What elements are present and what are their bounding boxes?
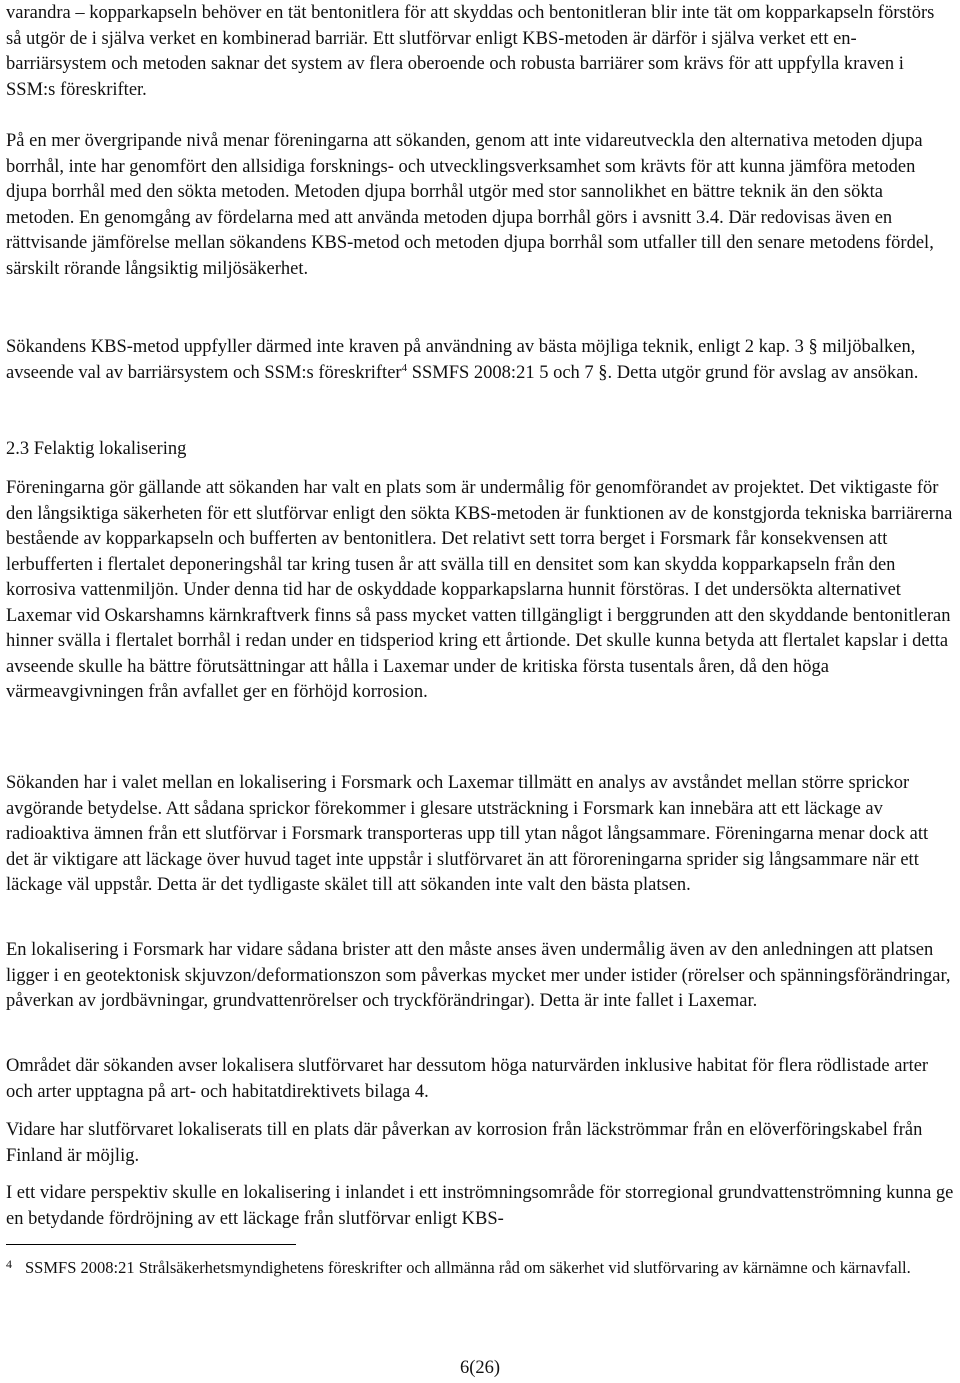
page-number: 6(26) [459, 1358, 501, 1378]
section-heading: 2.3 Felaktig lokalisering [6, 439, 187, 459]
paragraph-shear-zone: En lokalisering i Forsmark har vidare sådana brister att den måste anses även undermålig även av den anledningen att platsen ligger i en geotektonisk skjuvzon/deformationszon som påverkas mycket mer under istider (rörelser och spänningsförändringar, påverkan av jordbävningar, grundvattenrörelser och tryckförändringar). Detta är inte fallet i Laxemar. [6, 940, 951, 1011]
footnote-divider [6, 1244, 296, 1245]
paragraph-inland-perspective: I ett vidare perspektiv skulle en lokalisering i inlandet i ett inströmningsområde för storregional grundvattenströmning kunna ge en betydande fördröjning av ett läckage från slutförvar enligt KBS- [6, 1183, 954, 1229]
footnote-number: 4 [6, 1257, 12, 1271]
paragraph-bat-text-after: SSMFS 2008:21 5 och 7 §. Detta utgör grund för avslag av ansökan. [407, 362, 919, 383]
paragraph-fracture-analysis: Sökanden har i valet mellan en lokalisering i Forsmark och Laxemar tillmätt en analys av avståndet mellan större sprickor avgörande betydelse. Att sådana sprickor förekommer i glesare utsträckning i Forsmark kan innebära att ett läckage av radioaktiva ämnen från ett slutförvar i Forsmark transporteras upp till ytan något långsammare. Föreningarna menar dock att det är viktigare att läckage över huvud taget inte uppstår i slutförvaret än att föroreningarna sprider sig långsammare när ett läckage väl uppstår. Detta är det tydligaste skälet till att sökanden inte valt den bästa platsen. [6, 773, 929, 895]
paragraph-overall-assessment: På en mer övergripande nivå menar föreningarna att sökanden, genom att inte vidareutveckla den alternativa metoden djupa borrhål, inte har genomfört den allsidiga forsknings- och utvecklingsverksamhet som krävts för att kunna jämföra metoden djupa borrhål med den sökta metoden. Metoden djupa borrhål utgör med stor sannolikhet en bättre teknik än den sökta metoden. En genomgång av fördelarna med att använda metoden djupa borrhål görs i avsnitt 3.4. Där redovisas även en rättvisande jämförelse mellan sökandens KBS-metod och metoden djupa borrhål som utfaller till den senare metodens fördel, särskilt rörande långsiktig miljösäkerhet. [6, 131, 934, 279]
paragraph-bat-conclusion [6, 335, 954, 386]
paragraph-localisation-intro: Föreningarna gör gällande att sökanden har valt en plats som är undermålig för genomförandet av projektet. Det viktigaste för den långsiktiga säkerheten för ett slutförvar enligt den sökta KBS-metoden är funktionen av de konstgjorda tekniska barriärerna bestående av kopparkapseln och bufferten av bentonitlera. Det relativt sett torra berget i Forsmark får konsekvensen att lerbufferten i flertalet deponeringshål tar kring tusen år att svälla till en densitet som kan skydda kopparkapseln från den korrosiva vattenmiljön. Under denna tid har de oskyddade kopparkapslarna hunnit förstöras. I det undersökta alternativet Laxemar vid Oskarshamns kärnkraftverk finns så pass mycket vatten tillgängligt i berggrunden att den skyddande bentonitleran hinner svälla i flertalet borrhål i redan under en tidsperiod kring ett årtionde. Det skulle kunna betyda att flertalet kapslar i detta avseende skulle ha bättre förutsättningar att hålla i Laxemar under de kritiska första tusentals åren, då den höga värmeavgivningen från avfallet ger en förhöjd korrosion. [6, 478, 953, 702]
document-page [6, 0, 954, 1383]
paragraph-corrosion-cable: Vidare har slutförvaret lokaliserats till en plats där påverkan av korrosion från läckströmmar från en elöverföringskabel från Finland är möjlig. [6, 1120, 923, 1166]
paragraph-bat-text-before: Sökandens KBS-metod uppfyller därmed inte kraven på användning av bästa möjliga teknik, enligt 2 kap. 3 § miljöbalken, avseende val av barriärsystem och SSM:s föreskrifter [6, 337, 916, 383]
footnote-reference[interactable]: 4 [401, 361, 408, 374]
paragraph-intro: varandra – kopparkapseln behöver en tät bentonitlera för att skyddas och bentonitleran blir inte tät om kopparkapseln förstörs så utgör de i själva verket en kombinerad barriär. Ett slutförvar enligt KBS-metoden är därför i själva verket ett en-barriärsystem och metoden saknar det system av flera oberoende och robusta barriärer som krävs för att uppfylla kraven i SSM:s föreskrifter. [6, 3, 935, 100]
paragraph-nature-values: Området där sökanden avser lokalisera slutförvaret har dessutom höga naturvärden inklusive habitat för flera rödlistade arter och arter upptagna på art- och habitatdirektivets bilaga 4. [6, 1056, 929, 1102]
footnote-text: SSMFS 2008:21 Strålsäkerhetsmyndighetens föreskrifter och allmänna råd om säkerhet vid slutförvaring av kärnämne och kärnavfall. [25, 1258, 911, 1277]
